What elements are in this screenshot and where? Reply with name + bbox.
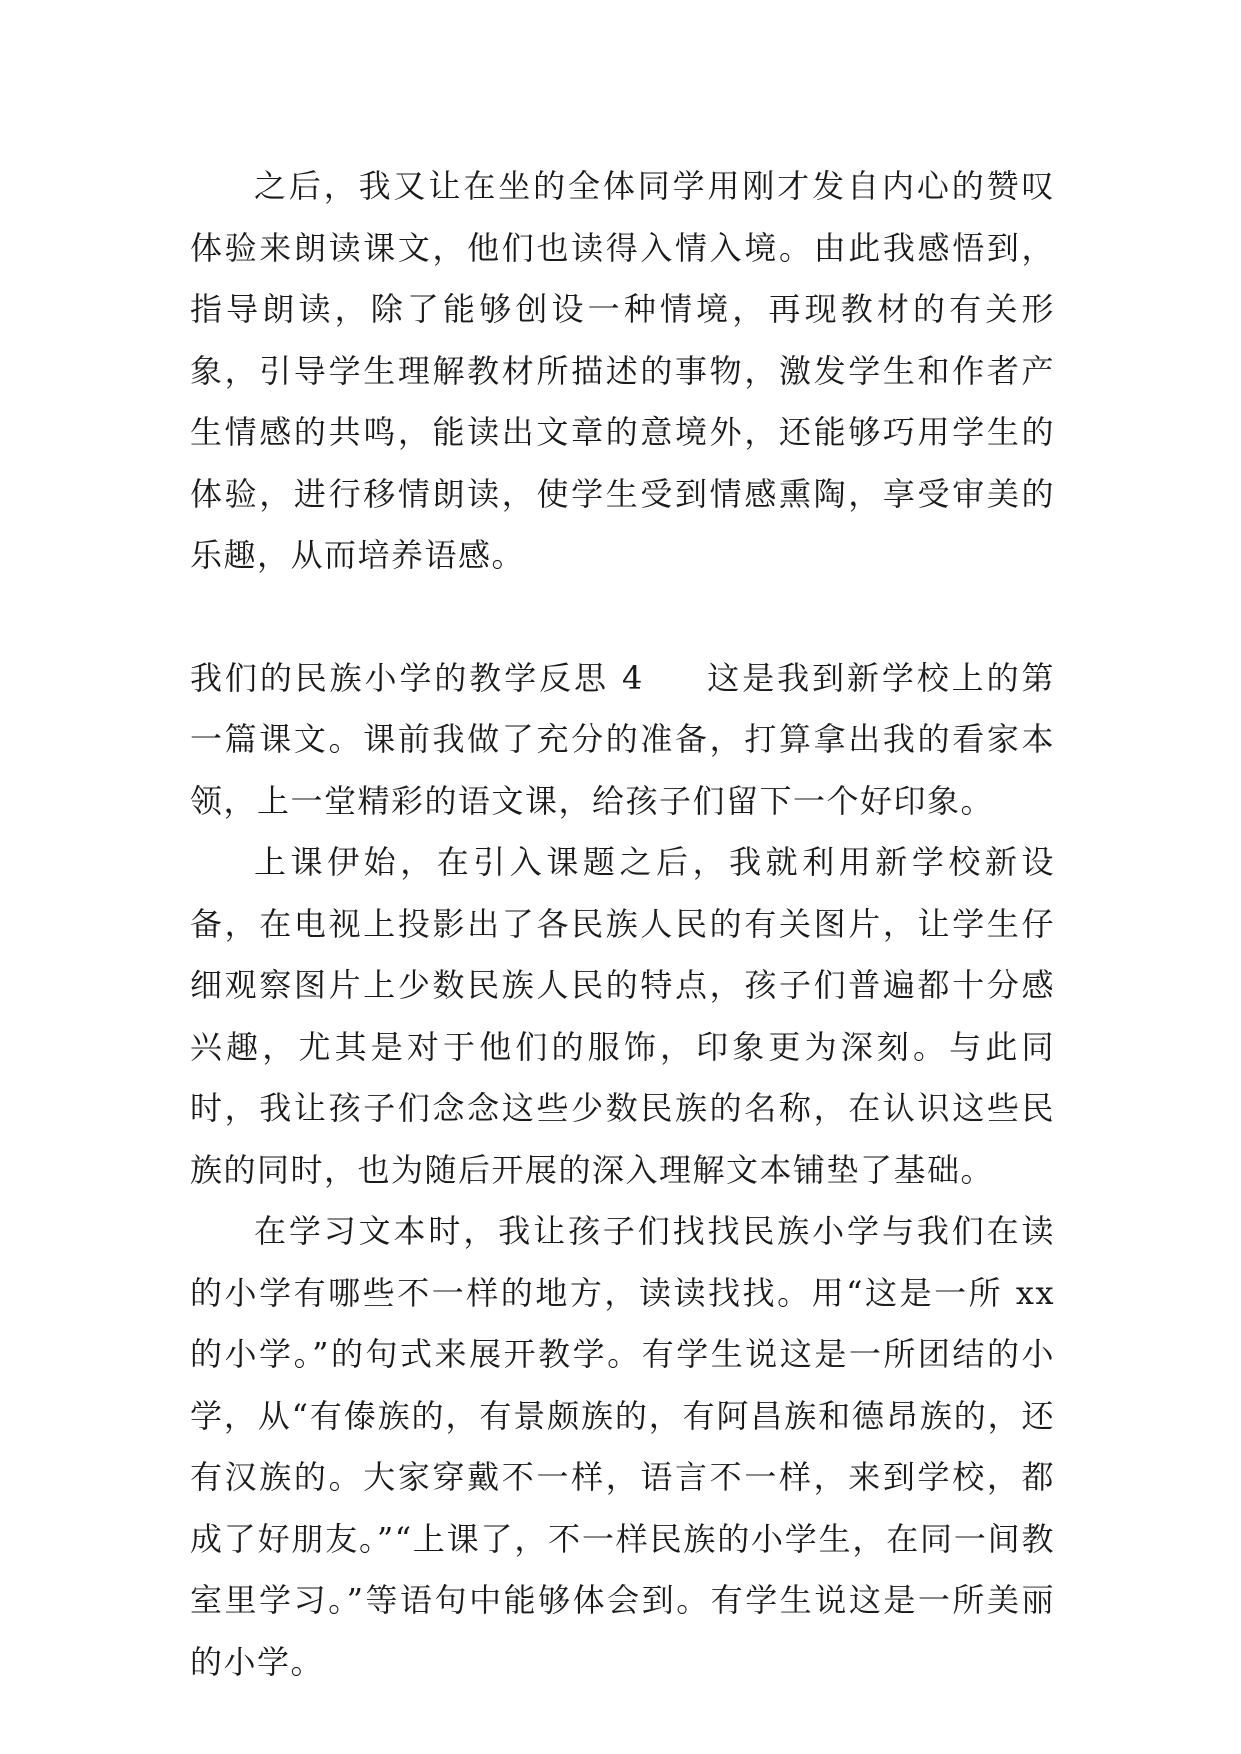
document-body [190,156,1055,1693]
paragraph-lesson-start: 上课伊始，在引入课题之后，我就利用新学校新设备，在电视上投影出了各民族人民的有关图片，让学生仔细观察图片上少数民族人民的特点，孩子们普遍都十分感兴趣，尤其是对于他们的服饰，印象更为深刻。与此同时，我让孩子们念念这些少数民族的名称，在认识这些民族的同时，也为随后开展的深入理解文本铺垫了基础。 [190,843,1055,1189]
paragraph-reflection-summary: 之后，我又让在坐的全体同学用刚才发自内心的赞叹体验来朗读课文，他们也读得入情入境。由此我感悟到，指导朗读，除了能够创设一种情境，再现教材的有关形象，引导学生理解教材所描述的事物，激发学生和作者产生情感的共鸣，能读出文章的意境外，还能够巧用学生的体验，进行移情朗读，使学生受到情感熏陶，享受审美的乐趣，从而培养语感。 [190,167,1055,574]
paragraph-text-study: 在学习文本时，我让孩子们找找民族小学与我们在读的小学有哪些不一样的地方，读读找找。用“这是一所 xx 的小学。”的句式来展开教学。有学生说这是一所团结的小学，从“有傣族的，有景颇族的，有阿昌族和德昂族的，还有汉族的。大家穿戴不一样，语言不一样，来到学校，都成了好朋友。”“上课了，不一样民族的小学生，在同一间教室里学习。”等语句中能够体会到。有学生说这是一所美丽的小学。 [190,1212,1055,1681]
section-intro-text: 这是我到新学校上的第一篇课文。课前我做了充分的准备，打算拿出我的看家本领，上一堂精彩的语文课，给孩子们留下一个好印象。 [190,658,1055,820]
section-title: 我们的民族小学的教学反思 4 [190,658,644,697]
paragraph-section-start [190,648,1055,833]
